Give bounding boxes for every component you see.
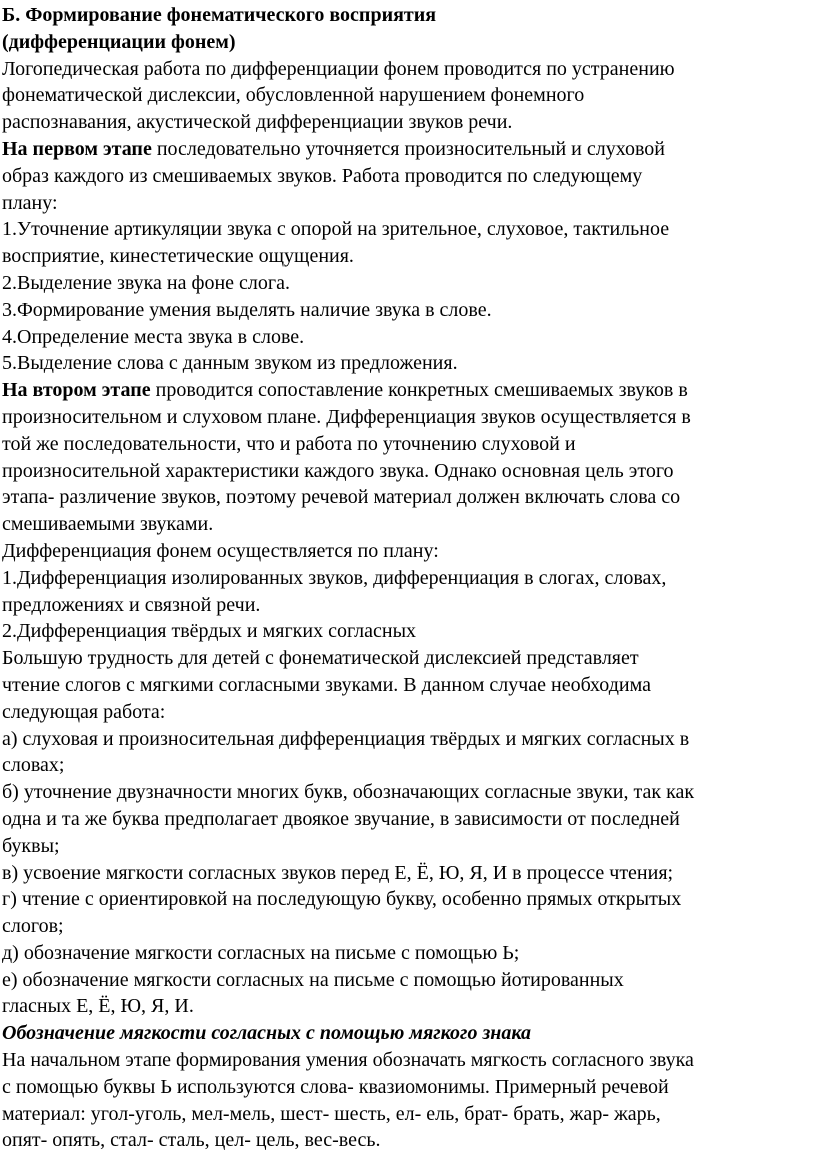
paragraph-line: материал: угол-уголь, мел-мель, шест- шесть, ел- ель, брат- брать, жар- жарь, bbox=[2, 1102, 661, 1125]
list-item: одна и та же буква предполагает двоякое звучание, в зависимости от последней bbox=[2, 807, 680, 830]
paragraph-line: этапа- различение звуков, поэтому речевой материал должен включать слова со bbox=[2, 486, 681, 509]
plan-item: восприятие, кинестетические ощущения. bbox=[2, 245, 354, 268]
list-item: гласных Е, Ё, Ю, Я, И. bbox=[2, 995, 194, 1018]
plan-item: 5.Выделение слова с данным звуком из предложения. bbox=[2, 352, 458, 375]
plan-item: 4.Определение места звука в слове. bbox=[2, 325, 305, 348]
section-heading: Б. Формирование фонематического восприятия bbox=[2, 4, 437, 26]
paragraph-line: опят- опять, стал- сталь, цел- цель, вес-весь. bbox=[2, 1129, 381, 1152]
paragraph-line: фонематической дислексии, обусловленной нарушением фонемного bbox=[2, 84, 585, 107]
paragraph-line: образ каждого из смешиваемых звуков. Работа проводится по следующему bbox=[2, 164, 643, 187]
paragraph-line: Большую трудность для детей с фонематической дислексией представляет bbox=[2, 647, 639, 670]
plan-item: 1.Уточнение артикуляции звука с опорой на зрительное, слуховое, тактильное bbox=[2, 218, 670, 241]
stage-one-text: последовательно уточняется произносительный и слуховой bbox=[151, 137, 665, 160]
list-item: д) обозначение мягкости согласных на письме с помощью Ь; bbox=[2, 941, 520, 964]
list-item: г) чтение с ориентировкой на последующую букву, особенно прямых открытых bbox=[2, 888, 682, 911]
section-heading-continued: (дифференциации фонем) bbox=[2, 30, 236, 53]
stage-one-label: На первом этапе bbox=[2, 137, 152, 160]
paragraph-line: следующая работа: bbox=[2, 700, 166, 723]
paragraph-line: с помощью буквы Ь используются слова- квазиомонимы. Примерный речевой bbox=[2, 1075, 669, 1098]
subsection-title: Обозначение мягкости согласных с помощью мягкого знака bbox=[2, 1022, 531, 1045]
paragraph-line: распознавания, акустической дифференциации звуков речи. bbox=[2, 111, 513, 134]
plan-item: предложениях и связной речи. bbox=[2, 593, 261, 616]
paragraph-line: Логопедическая работа по дифференциации фонем проводится по устранению bbox=[2, 57, 675, 80]
stage-two-first-line bbox=[2, 377, 816, 404]
paragraph-line: смешиваемыми звуками. bbox=[2, 513, 214, 536]
paragraph-line: произносительном и слуховом плане. Дифференциация звуков осуществляется в bbox=[2, 405, 691, 428]
paragraph-line: На начальном этапе формирования умения обозначать мягкость согласного звука bbox=[2, 1049, 694, 1072]
plan-item: 1.Дифференциация изолированных звуков, дифференциация в слогах, словах, bbox=[2, 566, 667, 589]
paragraph-line: чтение слогов с мягкими согласными звуками. В данном случае необходима bbox=[2, 673, 651, 696]
list-item: б) уточнение двузначности многих букв, обозначающих согласные звуки, так как bbox=[2, 781, 695, 804]
paragraph-line: плану: bbox=[2, 191, 58, 214]
stage-one-first-line bbox=[2, 136, 816, 163]
plan-item: 2.Дифференциация твёрдых и мягких согласных bbox=[2, 620, 417, 643]
list-item: словах; bbox=[2, 754, 65, 777]
list-item: слогов; bbox=[2, 915, 64, 938]
list-item: в) усвоение мягкости согласных звуков перед Е, Ё, Ю, Я, И в процессе чтения; bbox=[2, 861, 674, 884]
plan-item: 2.Выделение звука на фоне слога. bbox=[2, 271, 290, 294]
stage-two-text: проводится сопоставление конкретных смешиваемых звуков в bbox=[150, 379, 688, 402]
list-item: буквы; bbox=[2, 834, 60, 857]
paragraph-line: Дифференциация фонем осуществляется по плану: bbox=[2, 539, 439, 562]
list-item: а) слуховая и произносительная дифференциация твёрдых и мягких согласных в bbox=[2, 727, 690, 750]
plan-item: 3.Формирование умения выделять наличие звука в слове. bbox=[2, 298, 492, 321]
list-item: е) обозначение мягкости согласных на письме с помощью йотированных bbox=[2, 968, 624, 991]
paragraph-line: произносительной характеристики каждого звука. Однако основная цель этого bbox=[2, 459, 674, 482]
stage-two-label: На втором этапе bbox=[2, 379, 151, 402]
paragraph-line: той же последовательности, что и работа по уточнению слуховой и bbox=[2, 432, 576, 455]
